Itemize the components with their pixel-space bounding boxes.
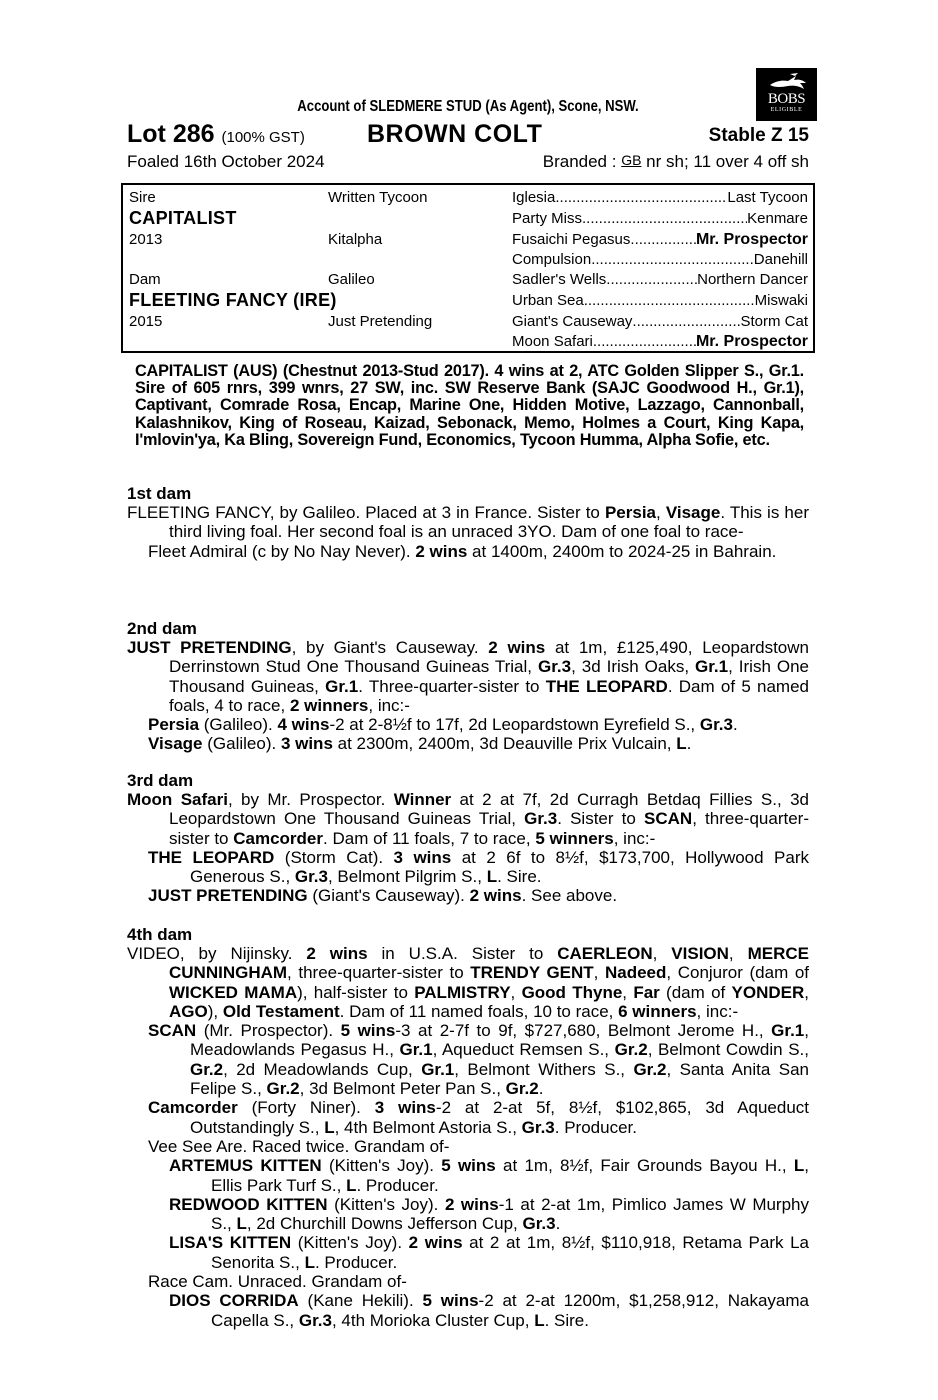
stable-location: Stable Z 15 [708, 125, 809, 146]
bold-text: Gr.3 [521, 1117, 555, 1137]
text: -2 at 2-at 1200m, $1,258,912, Nakayama Capella S., [211, 1291, 809, 1330]
text: . Dam of 5 named foals, 4 to race, [169, 676, 809, 715]
bold-text: 5 wins [340, 1021, 396, 1041]
text: at 1400m, 2400m to 2024-25 in Bahrain. [467, 541, 777, 561]
text: (Galileo). [199, 715, 278, 735]
text: , Irish One Thousand Guineas, [169, 657, 809, 696]
dam-section-3 [127, 771, 809, 906]
foaled-date: Foaled 16th October 2024 [127, 152, 325, 171]
text: . Three-quarter-sister to [358, 676, 546, 696]
progeny-entry [127, 734, 809, 753]
text: Vee See Are. Raced twice. Grandam of- [148, 1136, 450, 1156]
bold-text: L [236, 1214, 247, 1234]
progeny-entry [127, 542, 809, 561]
dot-leader [593, 333, 696, 351]
sire-label: Sire [129, 189, 156, 206]
ancestor-name: Compulsion [512, 251, 592, 268]
bold-text: Gr.3 [524, 809, 558, 829]
pedigree-ancestor-row [512, 292, 808, 309]
ancestor-name: Sadler's Wells [512, 271, 607, 288]
text: . [732, 715, 738, 735]
ancestor-sire: Danehill [753, 251, 808, 268]
dot-leader [555, 189, 727, 206]
text: , [728, 944, 748, 963]
dam-entry [127, 790, 809, 848]
progeny-entry [127, 1233, 809, 1272]
text: in U.S.A. Sister to [367, 944, 558, 963]
bold-text: Gr.2 [190, 1059, 224, 1079]
progeny-entry [127, 848, 809, 887]
ancestor-sire: Storm Cat [740, 313, 808, 330]
pedigree-table [121, 183, 815, 353]
text: , 2d Churchill Downs Jefferson Cup, [246, 1214, 523, 1234]
sire-year: 2013 [129, 231, 163, 248]
bold-text: YONDER [731, 982, 805, 1002]
text: , inc:- [613, 828, 656, 848]
sire-name: CAPITALIST [129, 208, 237, 228]
branded-detail: nr sh; 11 over 4 off sh [641, 152, 809, 171]
sire-sire: Written Tycoon [328, 189, 428, 206]
text: . [538, 1079, 544, 1099]
text: , 3d Belmont Peter Pan S., [299, 1079, 506, 1099]
branded-label: Branded : [542, 152, 622, 171]
brand-info [543, 152, 809, 172]
sire-summary: CAPITALIST (AUS) (Chestnut 2013-Stud 2017). 4 wins at 2, ATC Golden Slipper S., Gr.1. Sire of 605 rnrs, 399 wnrs, 27 SW, inc. SW Reserve Bank (SAJC Goodwood H., Gr.1), Captivant, Comrade Rosa, Encap, Marine One, Hidden Motive, Lazzago, Cannonball, Kalashnikov, King of Roseau, Kaizad, Sebonack, Memo, Holmes a Court, King Kapa, I'mlovin'ya, Ka Bling, Sovereign Fund, Economics, Tycoon Humma, Alpha Sofie, etc. [135, 362, 804, 449]
progeny-entry [127, 1098, 809, 1137]
text: . [555, 1214, 561, 1234]
pedigree-ancestor-row [512, 189, 808, 206]
bold-text: 5 wins [441, 1156, 496, 1176]
text: , 2d Meadowlands Cup, [223, 1059, 422, 1079]
pedigree-ancestor-row [512, 313, 808, 330]
bold-text: Gr.1 [399, 1040, 433, 1060]
brand-mark: GB [621, 152, 642, 168]
progeny-entry [127, 886, 809, 905]
text: at 1m, £125,490, Leopardstown Derrinstown Stud One Thousand Guineas Trial, [169, 638, 809, 677]
text: ), [207, 1001, 223, 1021]
bold-text: Gr.1 [325, 676, 359, 696]
bold-text: PALMISTRY [414, 982, 511, 1002]
text: , Belmont Withers S., [454, 1059, 634, 1079]
bold-text: 2 wins [306, 944, 368, 963]
text: . See above. [521, 886, 618, 906]
bold-text: ARTEMUS KITTEN [169, 1156, 322, 1176]
dam-name: FLEETING FANCY (IRE) [129, 290, 337, 310]
text: Fleet Admiral (c by No Nay Never). [148, 541, 416, 561]
text: . Sire. [497, 867, 542, 887]
text: (Forty Niner). [237, 1098, 375, 1118]
bold-text: Gr.1 [421, 1059, 455, 1079]
text: , Belmont Pilgrim S., [327, 867, 487, 887]
bold-text: L [534, 1310, 545, 1330]
dam-section-1 [127, 484, 809, 561]
text: . Producer. [554, 1117, 637, 1137]
bold-text: Gr.2 [266, 1079, 300, 1099]
text: , 4th Belmont Astoria S., [334, 1117, 522, 1137]
dam-year: 2015 [129, 313, 163, 330]
bold-text: THE LEOPARD [545, 676, 668, 696]
ancestor-sire: Northern Dancer [697, 271, 808, 288]
bold-text: VISION [671, 944, 729, 963]
dam-entry [127, 503, 809, 542]
text: , [652, 944, 672, 963]
text: -1 at 2-at 1m, Pimlico James W Murphy S., [211, 1194, 809, 1234]
bold-text: 3 wins [374, 1098, 436, 1118]
dot-leader [582, 210, 747, 227]
pedigree-ancestor-row [512, 210, 808, 227]
ancestor-name: Urban Sea [512, 292, 584, 309]
ancestor-sire: Mr. Prospector [695, 333, 808, 350]
dam-entry [127, 944, 809, 1021]
text: , by Mr. Prospector. [227, 790, 394, 809]
bold-text: Gr.3 [522, 1214, 556, 1234]
text: , [593, 963, 605, 983]
bold-text: SCAN [148, 1021, 197, 1041]
logo-subtext: ELIGIBLE [770, 107, 803, 113]
gst-note: (100% GST) [221, 129, 305, 146]
bold-text: 2 wins [408, 1233, 463, 1253]
bold-text: Far [633, 982, 660, 1002]
section-heading: 4th dam [127, 925, 193, 944]
bold-text: CAERLEON [557, 944, 653, 963]
progeny-entry [127, 1195, 809, 1234]
text: -2 at 2-at 5f, 8½f, $102,865, 3d Aqueduct Outstandingly S., [190, 1098, 810, 1137]
bold-text: JUST PRETENDING [148, 886, 308, 906]
section-heading: 3rd dam [127, 771, 194, 790]
dam-section-4 [127, 925, 809, 1330]
bold-text: JUST PRETENDING [127, 638, 292, 657]
text: (Giant's Causeway). [307, 886, 470, 906]
bold-text: REDWOOD KITTEN [169, 1194, 328, 1214]
bold-text: 5 wins [422, 1291, 479, 1311]
section-heading: 1st dam [127, 484, 192, 503]
text: Race Cam. Unraced. Grandam of- [148, 1272, 407, 1292]
progeny-entry [127, 1156, 809, 1195]
ancestor-name: Moon Safari [512, 333, 593, 350]
bold-text: L [346, 1175, 357, 1195]
bold-text: 3 wins [280, 734, 333, 754]
text: . Sire. [544, 1310, 589, 1330]
sire-dam: Kitalpha [328, 231, 383, 248]
text: , Belmont Cowdin S., [647, 1040, 809, 1060]
text: at 2 at 1m, 8½f, $110,918, Retama Park La Senorita S., [211, 1233, 810, 1272]
bold-text: Gr.3 [294, 867, 328, 887]
lot-label: Lot 286 [127, 120, 215, 148]
progeny-entry [127, 1137, 809, 1156]
text: VIDEO, by Nijinsky. [127, 944, 307, 963]
text: (Kitten's Joy). [327, 1194, 445, 1214]
text: (Kitten's Joy). [321, 1156, 442, 1176]
bold-text: Persia [148, 715, 200, 735]
dam-dam: Just Pretending [328, 313, 433, 330]
text: , Meadowlands Pegasus H., [190, 1021, 809, 1060]
bold-text: L [793, 1156, 805, 1176]
text: at 2 6f to 8½f, $173,700, Hollywood Park Generous S., [190, 847, 809, 887]
ancestor-sire: Kenmare [747, 210, 808, 227]
pedigree-ancestor-row [512, 271, 808, 288]
bold-text: 2 wins [488, 638, 546, 657]
progeny-entry [127, 1021, 809, 1098]
bold-text: L [304, 1252, 315, 1272]
bold-text: Gr.2 [614, 1040, 648, 1060]
lot-number [127, 120, 305, 149]
text: ), half-sister to [297, 982, 415, 1002]
bold-text: 5 winners [535, 828, 614, 848]
text: , 4th Morioka Cluster Cup, [331, 1310, 535, 1330]
text: , Ellis Park Turf S., [211, 1156, 809, 1195]
text: . Dam of 11 named foals, 10 to race, [339, 1001, 619, 1021]
logo-text: BOBS [767, 91, 806, 107]
text: (Kitten's Joy). [291, 1233, 409, 1253]
bold-text: 4 wins [277, 715, 330, 735]
pedigree-ancestor-row [512, 231, 808, 249]
text: , Santa Anita San Felipe S., [190, 1059, 809, 1099]
text: (Kane Hekili). [298, 1291, 423, 1311]
ancestor-name: Party Miss [512, 210, 583, 227]
bold-text: L [324, 1117, 335, 1137]
text: . Producer. [314, 1252, 398, 1272]
ancestor-sire: Miswaki [754, 292, 808, 309]
bold-text: Gr.3 [699, 715, 733, 735]
bold-text: Gr.3 [537, 657, 572, 677]
text: , inc:- [696, 1001, 739, 1021]
bold-text: Winner [393, 790, 452, 809]
ancestor-name: Iglesia [512, 189, 556, 206]
pedigree-ancestor-row [512, 251, 808, 268]
text: . This is her third living foal. Her second foal is an unraced 3YO. Dam of one foal to race- [169, 503, 809, 542]
dot-leader [606, 271, 697, 288]
text: , by Giant's Causeway. [291, 638, 489, 657]
text: , [656, 503, 666, 522]
bold-text: Gr.2 [633, 1059, 667, 1079]
progeny-entry [127, 1272, 809, 1291]
bold-text: TRENDY GENT [470, 963, 594, 983]
bold-text: LISA'S KITTEN [169, 1233, 292, 1253]
dot-leader [584, 292, 755, 309]
bold-text: SCAN [644, 809, 693, 829]
bold-text: Visage [665, 503, 721, 522]
text: , Conjuror (dam of [666, 963, 809, 983]
bold-text: 2 wins [444, 1194, 499, 1214]
text: (Mr. Prospector). [196, 1021, 341, 1041]
text: , three-quarter-sister to [287, 963, 471, 983]
bold-text: Good Thyne [521, 982, 623, 1002]
text: . Sister to [557, 809, 645, 829]
bold-text: 3 wins [393, 847, 452, 867]
bold-text: WICKED MAMA [169, 982, 298, 1002]
dam-label: Dam [129, 271, 161, 288]
bold-text: 2 winners [289, 695, 369, 715]
lot-title: BROWN COLT [367, 120, 543, 148]
vendor-account: Account of SLEDMERE STUD (As Agent), Scone, NSW. [297, 98, 639, 115]
dam-sire: Galileo [328, 271, 375, 288]
text: . [686, 734, 692, 754]
section-heading: 2nd dam [127, 619, 197, 638]
bold-text: Camcorder [148, 1098, 238, 1118]
text: , [510, 982, 522, 1002]
dot-leader [630, 231, 696, 249]
dam-entry [127, 638, 809, 715]
bold-text: AGO [169, 1001, 208, 1021]
bold-text: Gr.1 [771, 1021, 805, 1041]
bold-text: Gr.1 [695, 657, 729, 677]
text: at 2 at 7f, 2d Curragh Betdaq Fillies S., 3d Leopardstown One Thousand Guineas Trial, [169, 790, 809, 829]
text: -3 at 2-7f to 9f, $727,680, Belmont Jerome H., [395, 1021, 772, 1041]
bold-text: L [676, 734, 687, 754]
text: , inc:- [368, 695, 410, 715]
dot-leader [591, 251, 754, 268]
bold-text: DIOS CORRIDA [169, 1291, 299, 1311]
bold-text: 2 wins [469, 886, 522, 906]
text: at 1m, 8½f, Fair Grounds Bayou H., [495, 1156, 794, 1176]
pedigree-ancestor-row [512, 333, 808, 351]
ancestor-name: Fusaichi Pegasus [512, 231, 631, 248]
bold-text: MERCE CUNNINGHAM [169, 944, 809, 983]
bold-text: Gr.2 [505, 1079, 539, 1099]
bold-text: Persia [604, 503, 657, 522]
horse-head-icon [766, 72, 808, 92]
progeny-entry [127, 1291, 809, 1330]
text: . Producer. [356, 1175, 439, 1195]
bold-text: 6 winners [618, 1001, 697, 1021]
ancestor-name: Giant's Causeway [512, 313, 633, 330]
text: , Aqueduct Remsen S., [432, 1040, 615, 1060]
text: FLEETING FANCY, by Galileo. Placed at 3 in France. Sister to [127, 503, 605, 522]
bold-text: Camcorder [233, 828, 324, 848]
progeny-entry [127, 715, 809, 734]
text: (Galileo). [202, 734, 281, 754]
bobs-eligible-logo [756, 68, 817, 121]
text: -2 at 2-8½f to 17f, 2d Leopardstown Eyrefield S., [329, 715, 700, 735]
text: at 2300m, 2400m, 3d Deauville Prix Vulcain, [332, 734, 677, 754]
text: , three-quarter-sister to [169, 809, 809, 848]
dot-leader [632, 313, 740, 330]
text: (Storm Cat). [274, 847, 394, 867]
bold-text: Old Testament [222, 1001, 340, 1021]
text: , [622, 982, 634, 1002]
bold-text: 2 wins [415, 541, 468, 561]
lot-header [127, 120, 809, 150]
text: , 3d Irish Oaks, [571, 657, 696, 677]
bold-text: L [486, 867, 498, 887]
ancestor-sire: Mr. Prospector [695, 231, 808, 248]
text: . Dam of 11 foals, 7 to race, [323, 828, 536, 848]
bold-text: Visage [148, 734, 203, 754]
text: (dam of [659, 982, 732, 1002]
bold-text: Nadeed [604, 963, 667, 983]
dam-section-2 [127, 619, 809, 754]
bold-text: Gr.3 [298, 1310, 332, 1330]
ancestor-sire: Last Tycoon [727, 189, 808, 206]
bold-text: THE LEOPARD [148, 847, 275, 867]
bold-text: Moon Safari [127, 790, 228, 809]
text: , [804, 982, 810, 1002]
